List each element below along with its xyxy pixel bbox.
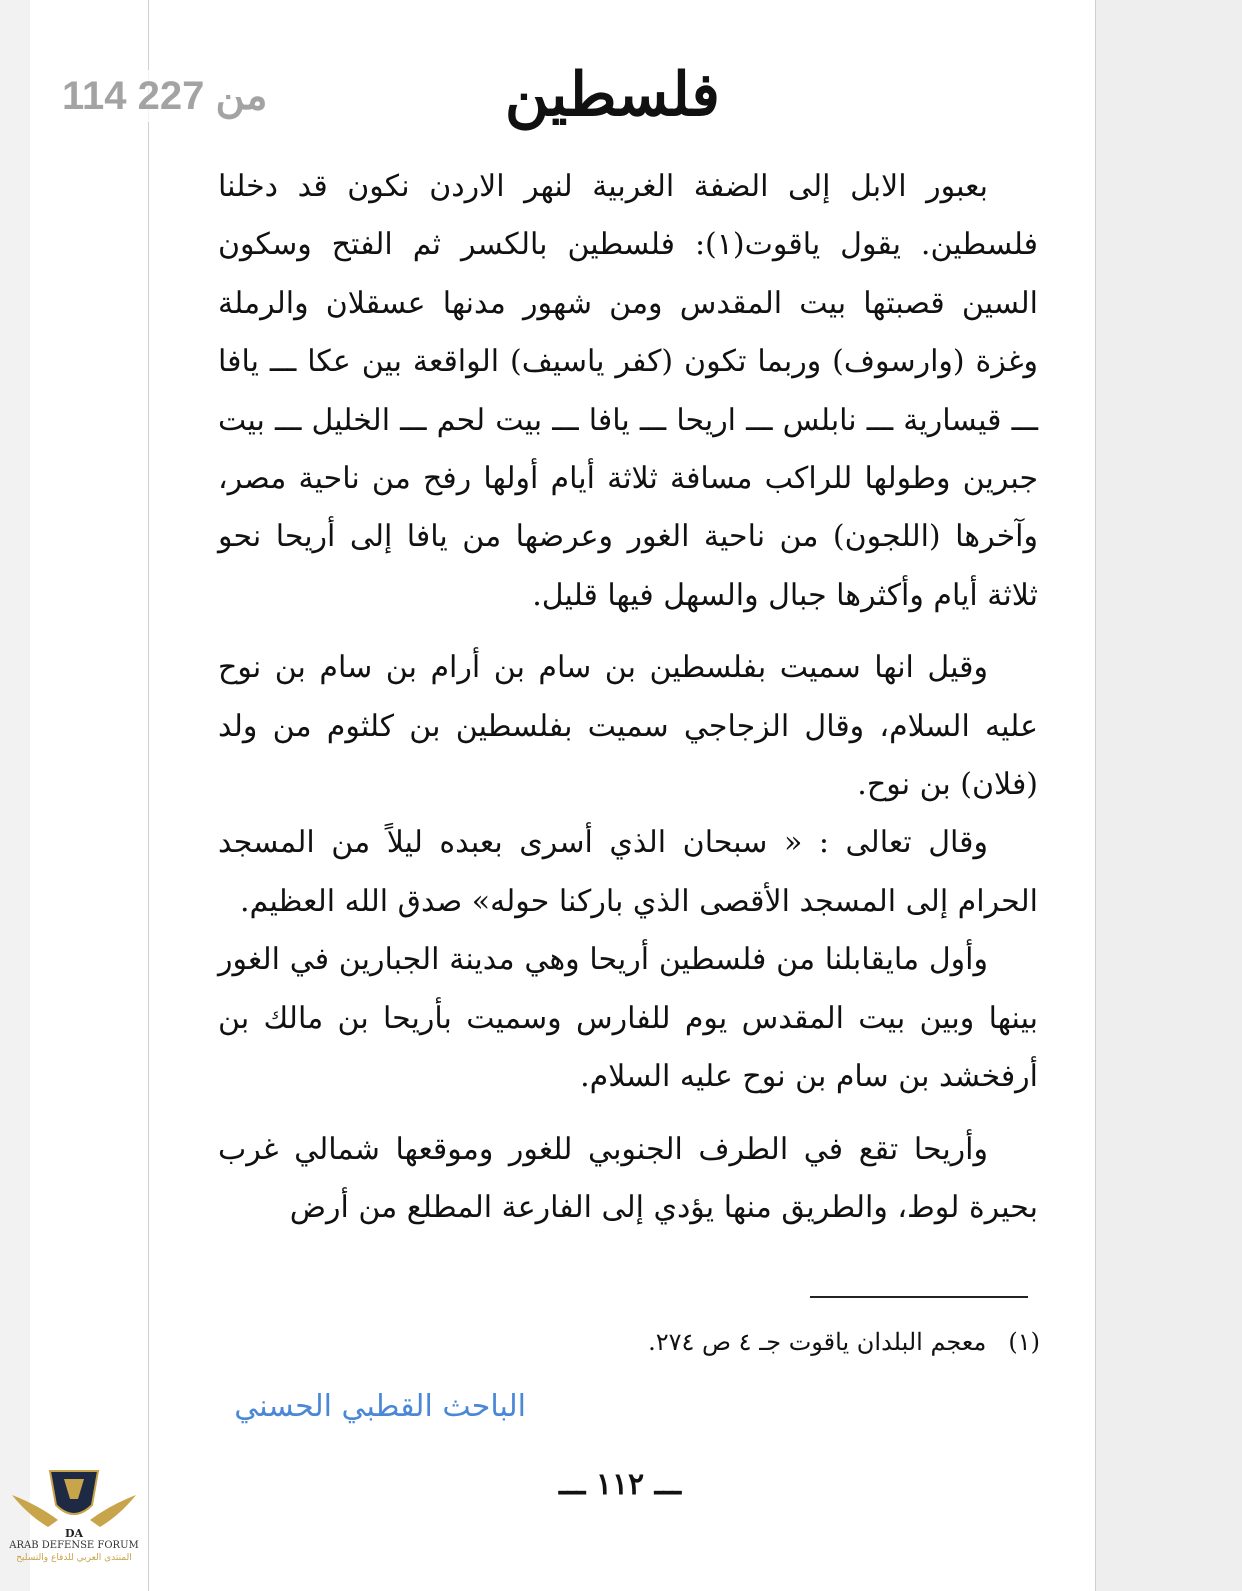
paragraph: وأريحا تقع في الطرف الجنوبي للغور وموقعها شمالي غرب بحيرة لوط، والطريق منها يؤدي إلى الفارعة المطلع من أرض — [218, 1131, 1038, 1225]
body-text — [218, 158, 1038, 1237]
logo-left-wing — [12, 1495, 58, 1527]
page-title: فلسطين — [504, 60, 720, 130]
viewer-left-margin — [30, 0, 148, 1591]
page-counter: 114 من 227 — [62, 70, 282, 122]
logo-initials: DA — [64, 1527, 84, 1540]
paragraph: وقيل انها سميت بفلسطين بن سام بن أرام بن سام بن نوح عليه السلام، وقال الزجاجي سميت بفلسطين بن كلثوم من ولد (فلان) بن نوح. — [218, 650, 1038, 803]
paragraph: بعبور الابل إلى الضفة الغربية لنهر الاردن نكون قد دخلنا فلسطين. يقول ياقوت(١): فلسطين بالكسر ثم الفتح وسكون السين قصبتها بيت المقدس ومن شهور مدنها عسقلان والرملة وغزة (وارسوف) وربما تكون (كفر ياسيف) الواقعة بين عكا ـــ يافا ـــ قيسارية ـــ نابلس ـــ اريحا ـــ يافا ـــ بيت لحم ـــ الخليل ـــ بيت جبرين وطولها للراكب مسافة ثلاثة أيام أولها رفح من ناحية مصر، وآخرها (اللجون) من ناحية الغور وعرضها من يافا إلى أريحا نحو ثلاثة أيام وأكثرها جبال والسهل فيها قليل. — [218, 169, 1038, 613]
footnote — [500, 1322, 1040, 1362]
paragraph: وقال تعالى : « سبحان الذي أسرى بعبده ليلاً من المسجد الحرام إلى المسجد الأقصى الذي باركنا حوله» صدق الله العظيم. — [218, 825, 1038, 919]
logo-right-wing — [90, 1495, 136, 1527]
author-signature: الباحث القطبي الحسني — [234, 1389, 526, 1424]
forum-name-ar: المنتدى العربي للدفاع والتسليح — [16, 1553, 132, 1563]
footnote-text: معجم البلدان ياقوت جـ ٤ ص ٢٧٤. — [648, 1328, 987, 1356]
forum-logo-icon — [8, 1465, 140, 1589]
footnote-number: (١) — [1008, 1328, 1040, 1356]
footnote-divider — [810, 1296, 1028, 1298]
paragraph: وأول مايقابلنا من فلسطين أريحا وهي مدينة الجبارين في الغور بينها وبين بيت المقدس يوم للفارس وسميت بأريحا بن مالك بن أرفخشد بن سام بن نوح عليه السلام. — [218, 942, 1038, 1095]
forum-name-en: ARAB DEFENSE FORUM — [9, 1540, 139, 1551]
page-number: ـــ ١١٢ ـــ — [559, 1467, 681, 1502]
viewer-background-strip — [0, 0, 30, 1591]
